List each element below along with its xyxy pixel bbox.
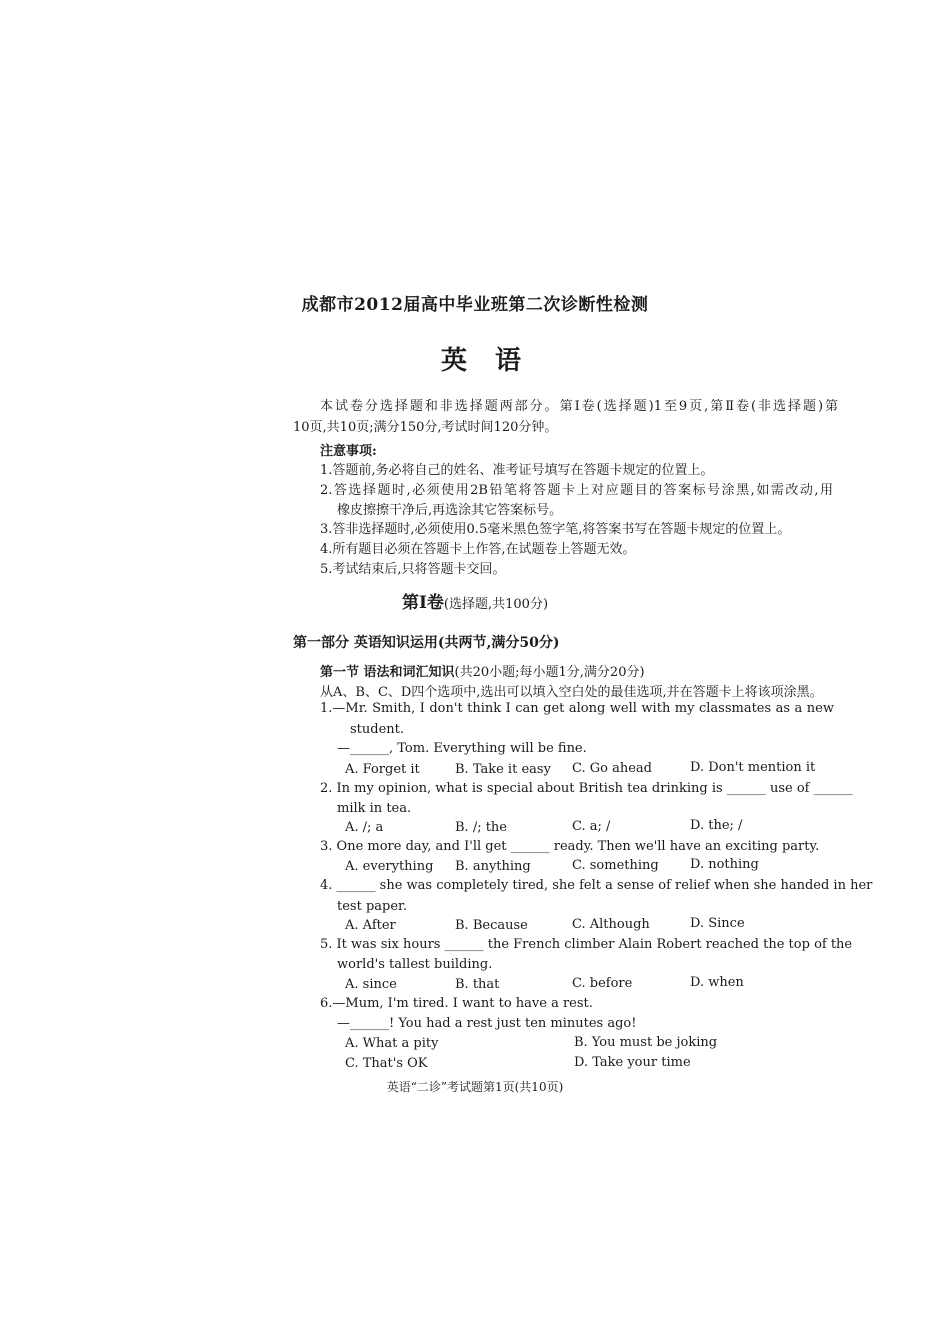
option-d: D. when xyxy=(690,975,744,990)
question-stem: world's tallest building. xyxy=(337,957,493,972)
option-b: B. Take it easy xyxy=(455,762,551,777)
option-c: C. a; / xyxy=(572,819,611,834)
note-item: 4.所有题目必须在答题卡上作答,在试题卷上答题无效。 xyxy=(320,542,636,557)
question-stem: milk in tea. xyxy=(337,801,412,816)
option-d: D. nothing xyxy=(690,857,759,872)
option-c: C. before xyxy=(572,976,633,991)
option-d: D. Don't mention it xyxy=(690,760,816,775)
question-stem: test paper. xyxy=(337,899,407,914)
intro-line-1: 本试卷分选择题和非选择题两部分。第Ⅰ卷(选择题)1至9页,第Ⅱ卷(非选择题)第 xyxy=(320,399,838,414)
subject-title: 英语 xyxy=(440,346,549,376)
question-stem: 6.—Mum, I'm tired. I want to have a rest. xyxy=(320,996,593,1011)
question-stem: 2. In my opinion, what is special about British tea drinking is ______ use of ______ xyxy=(320,781,853,796)
volume-subtitle: (选择题,共100分) xyxy=(443,597,549,612)
part-heading: 第一部分 英语知识运用(共两节,满分50分) xyxy=(293,635,560,651)
section-title: 第一节 语法和词汇知识 xyxy=(320,665,455,680)
question-stem: student. xyxy=(350,722,405,737)
option-b: B. /; the xyxy=(455,820,507,835)
section-detail: (共20小题;每小题1分,满分20分) xyxy=(454,665,645,680)
section-instruction: 从A、B、C、D四个选项中,选出可以填入空白处的最佳选项,并在答题卡上将该项涂黑。 xyxy=(320,685,823,700)
option-c: C. That's OK xyxy=(345,1056,428,1071)
volume-title: 第Ⅰ卷 xyxy=(401,593,444,613)
option-c: C. Go ahead xyxy=(572,761,652,776)
option-a: A. /; a xyxy=(345,820,384,835)
option-a: A. After xyxy=(345,918,396,933)
note-item: 2.答选择题时,必须使用2B铅笔将答题卡上对应题目的答案标号涂黑,如需改动,用 xyxy=(320,483,833,498)
question-stem: 3. One more day, and I'll get ______ ready. Then we'll have an exciting party. xyxy=(320,839,820,854)
option-b: B. anything xyxy=(455,859,531,874)
option-d: D. Since xyxy=(690,916,745,931)
note-item: 5.考试结束后,只将答题卡交回。 xyxy=(320,562,506,577)
option-c: C. something xyxy=(572,858,659,873)
option-b: B. that xyxy=(455,977,500,992)
option-d: D. Take your time xyxy=(574,1055,691,1070)
note-item: 橡皮擦擦干净后,再选涂其它答案标号。 xyxy=(337,503,563,518)
question-stem: 1.—Mr. Smith, I don't think I can get along well with my classmates as a new xyxy=(320,701,834,716)
question-stem: —______, Tom. Everything will be fine. xyxy=(337,741,587,756)
option-c: C. Although xyxy=(572,917,650,932)
notes-heading: 注意事项: xyxy=(320,444,377,459)
option-d: D. the; / xyxy=(690,818,743,833)
option-a: A. Forget it xyxy=(345,762,420,777)
question-stem: —______! You had a rest just ten minutes ago! xyxy=(337,1016,637,1031)
note-item: 1.答题前,务必将自己的姓名、准考证号填写在答题卡规定的位置上。 xyxy=(320,463,714,478)
option-b: B. You must be joking xyxy=(574,1035,718,1050)
exam-title: 成都市2012届高中毕业班第二次诊断性检测 xyxy=(301,295,649,315)
option-a: A. everything xyxy=(345,859,434,874)
page-footer: 英语“二诊”考试题第1页(共10页) xyxy=(386,1080,564,1094)
question-stem: 5. It was six hours ______ the French climber Alain Robert reached the top of the xyxy=(320,937,853,952)
option-b: B. Because xyxy=(455,918,528,933)
option-a: A. since xyxy=(345,977,397,992)
volume-heading xyxy=(0,588,950,613)
intro-line-2: 10页,共10页;满分150分,考试时间120分钟。 xyxy=(293,420,558,435)
note-item: 3.答非选择题时,必须使用0.5毫米黑色签字笔,将答案书写在答题卡规定的位置上。 xyxy=(320,522,791,537)
section-heading xyxy=(320,661,645,680)
question-stem: 4. ______ she was completely tired, she felt a sense of relief when she handed in her xyxy=(320,878,873,893)
option-a: A. What a pity xyxy=(345,1036,439,1051)
